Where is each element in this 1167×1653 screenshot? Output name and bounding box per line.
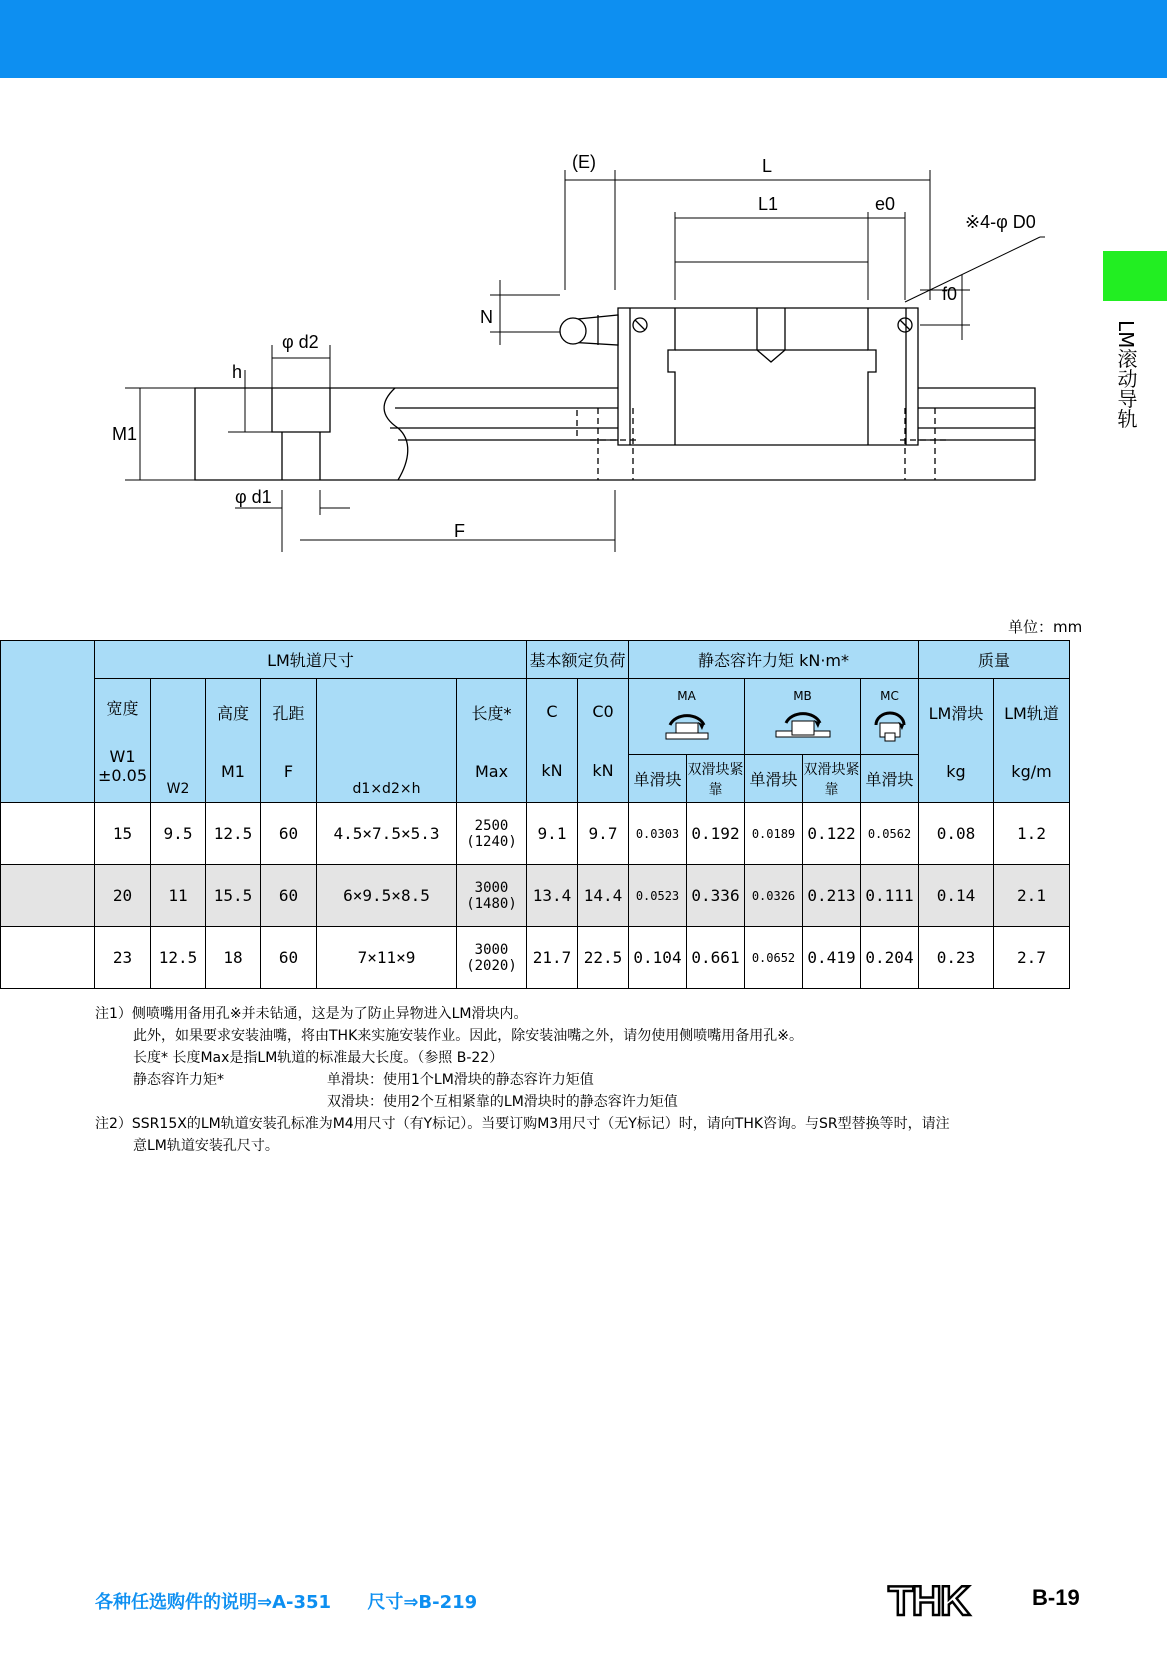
rail-dimension-drawing [0,140,1167,580]
options-link[interactable]: 各种任选购件的说明⇒A-351 [95,1592,332,1613]
top-banner [0,0,1167,78]
section-side-label: LM滚动导轨 [1114,320,1138,429]
header-rail-dims: LM轨道尺寸 [95,641,527,679]
note-line: 此外，如果要求安装油嘴，将由THK来实施安装作业。因此，除安装油嘴之外，请勿使用侧喷嘴用备用孔※。 [133,1028,803,1044]
yaw-moment-icon [768,705,838,745]
dimensions-link[interactable]: 尺寸⇒B-219 [367,1592,478,1613]
col-MA-header: MA [629,679,745,755]
dim-D0: ※4-φ D0 [965,212,1036,232]
table-row: 20 11 15.5 60 6×9.5×8.5 3000 (1480) 13.4 14.4 0.0523 0.336 0.0326 0.213 0.111 0.14 2.1 [1,865,1070,927]
dim-d1: φ d1 [235,487,272,507]
dim-N: N [480,307,493,327]
col-MB-header: MB [745,679,861,755]
col-mass-block-header: LM滑块 kg [919,679,994,803]
MC-single-header: 单滑块 [861,755,919,803]
col-C0-header: C0 kN [578,679,629,803]
dim-e0: e0 [875,194,896,214]
dim-F: F [454,521,465,541]
model-cell [1,803,95,865]
note-line: 注2）SSR15X的LM轨道安装孔标准为M4用尺寸（有Y标记）。当要订购M3用尺寸（无Y标记）时，请向THK咨询。与SR型替换等时，请注 [95,1116,950,1132]
col-pitch-header: 孔距 F [261,679,317,803]
dim-h: h [232,362,243,382]
table-row: 15 9.5 12.5 60 4.5×7.5×5.3 2500 (1240) 9.1 9.7 0.0303 0.192 0.0189 0.122 0.0562 0.08 1.2 [1,803,1070,865]
dim-d2: φ d2 [282,332,319,352]
note-line: 长度* 长度Max是指LM轨道的标准最大长度。（参照 B-22） [133,1050,504,1066]
table-row: 23 12.5 18 60 7×11×9 3000 (2020) 21.7 22.5 0.104 0.661 0.0652 0.419 0.204 0.23 2.7 [1,927,1070,989]
dim-M1: M1 [112,424,138,444]
model-cell [1,927,95,989]
MB-double-header: 双滑块紧靠 [803,755,861,803]
unit-label: 单位：mm [1008,618,1083,636]
dim-E: (E) [572,152,596,172]
MB-single-header: 单滑块 [745,755,803,803]
note-line: 静态容许力矩* 单滑块：使用1个LM滑块的静态容许力矩值 [133,1072,594,1088]
col-width-header: 宽度 W1 ±0.05 [95,679,151,803]
model-column-header [1,641,95,803]
col-hole-dims-header: d1×d2×h [317,679,457,803]
header-static-moment: 静态容许力矩 kN·m* [629,641,919,679]
note-line: 注1）侧喷嘴用备用孔※并未钻通，这是为了防止异物进入LM滑块内。 [95,1006,528,1022]
col-mass-rail-header: LM轨道 kg/m [994,679,1070,803]
dim-L: L [762,156,773,176]
col-height-header: 高度 M1 [206,679,261,803]
page-number: B-19 [1032,1585,1080,1610]
footer-links [95,1588,507,1614]
col-length-header: 长度* Max [457,679,527,803]
MA-single-header: 单滑块 [629,755,687,803]
header-basic-load: 基本额定负荷 [527,641,629,679]
header-mass: 质量 [919,641,1070,679]
footnotes [95,1003,950,1157]
note-line: 双滑块：使用2个互相紧靠的LM滑块时的静态容许力矩值 [327,1094,678,1110]
roll-moment-icon [870,705,910,745]
col-C-header: C kN [527,679,578,803]
thk-logo: THK [888,1577,969,1624]
col-MC-header: MC [861,679,919,755]
rail-spec-table [0,640,1070,989]
MA-double-header: 双滑块紧靠 [687,755,745,803]
dim-L1: L1 [758,194,779,214]
dim-f0: f0 [942,284,958,304]
col-W2-header: W2 [151,679,206,803]
model-cell [1,865,95,927]
note-line: 意LM轨道安装孔尺寸。 [133,1138,279,1154]
pitch-moment-icon [652,705,722,745]
